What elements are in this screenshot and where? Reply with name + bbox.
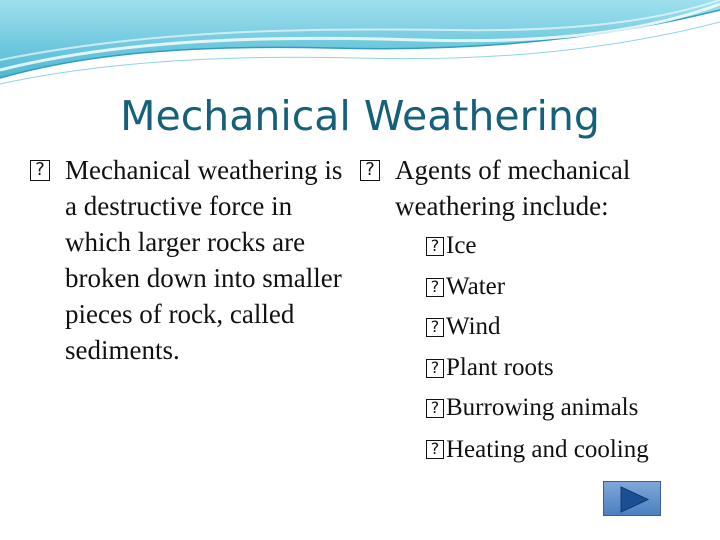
agent-label: Plant roots bbox=[446, 353, 554, 381]
header-wave-decoration bbox=[0, 0, 720, 90]
list-item bbox=[426, 267, 700, 308]
missing-glyph-bullet-icon bbox=[30, 160, 50, 181]
agent-label: Ice bbox=[446, 232, 477, 259]
agents-intro-paragraph bbox=[360, 152, 700, 224]
missing-glyph-bullet-icon bbox=[426, 440, 444, 459]
right-column bbox=[360, 152, 700, 467]
list-item bbox=[426, 348, 700, 389]
missing-glyph-bullet-icon bbox=[426, 278, 444, 297]
list-item bbox=[426, 388, 700, 429]
agents-intro-text: Agents of mechanical weathering include: bbox=[395, 155, 631, 221]
missing-glyph-bullet-icon bbox=[426, 359, 444, 378]
list-item bbox=[426, 307, 700, 348]
agent-label: Burrowing animals bbox=[446, 394, 639, 421]
definition-paragraph bbox=[30, 152, 360, 368]
missing-glyph-bullet-icon bbox=[426, 318, 444, 337]
list-item bbox=[426, 429, 700, 467]
agent-label: Water bbox=[446, 272, 506, 300]
list-item bbox=[426, 226, 700, 267]
agent-label: Heating and cooling bbox=[446, 435, 649, 463]
slide-title: Mechanical Weathering bbox=[120, 92, 600, 140]
agent-label: Wind bbox=[446, 313, 501, 340]
missing-glyph-bullet-icon bbox=[426, 237, 444, 256]
next-slide-button[interactable] bbox=[603, 481, 661, 516]
missing-glyph-bullet-icon bbox=[426, 399, 444, 418]
agents-list bbox=[360, 226, 700, 467]
left-column bbox=[30, 152, 360, 368]
missing-glyph-bullet-icon bbox=[360, 160, 380, 181]
play-forward-icon bbox=[604, 482, 662, 517]
definition-text: Mechanical weathering is a destructive force in which larger rocks are broken down into smaller pieces of rock, called sediments. bbox=[65, 155, 343, 365]
